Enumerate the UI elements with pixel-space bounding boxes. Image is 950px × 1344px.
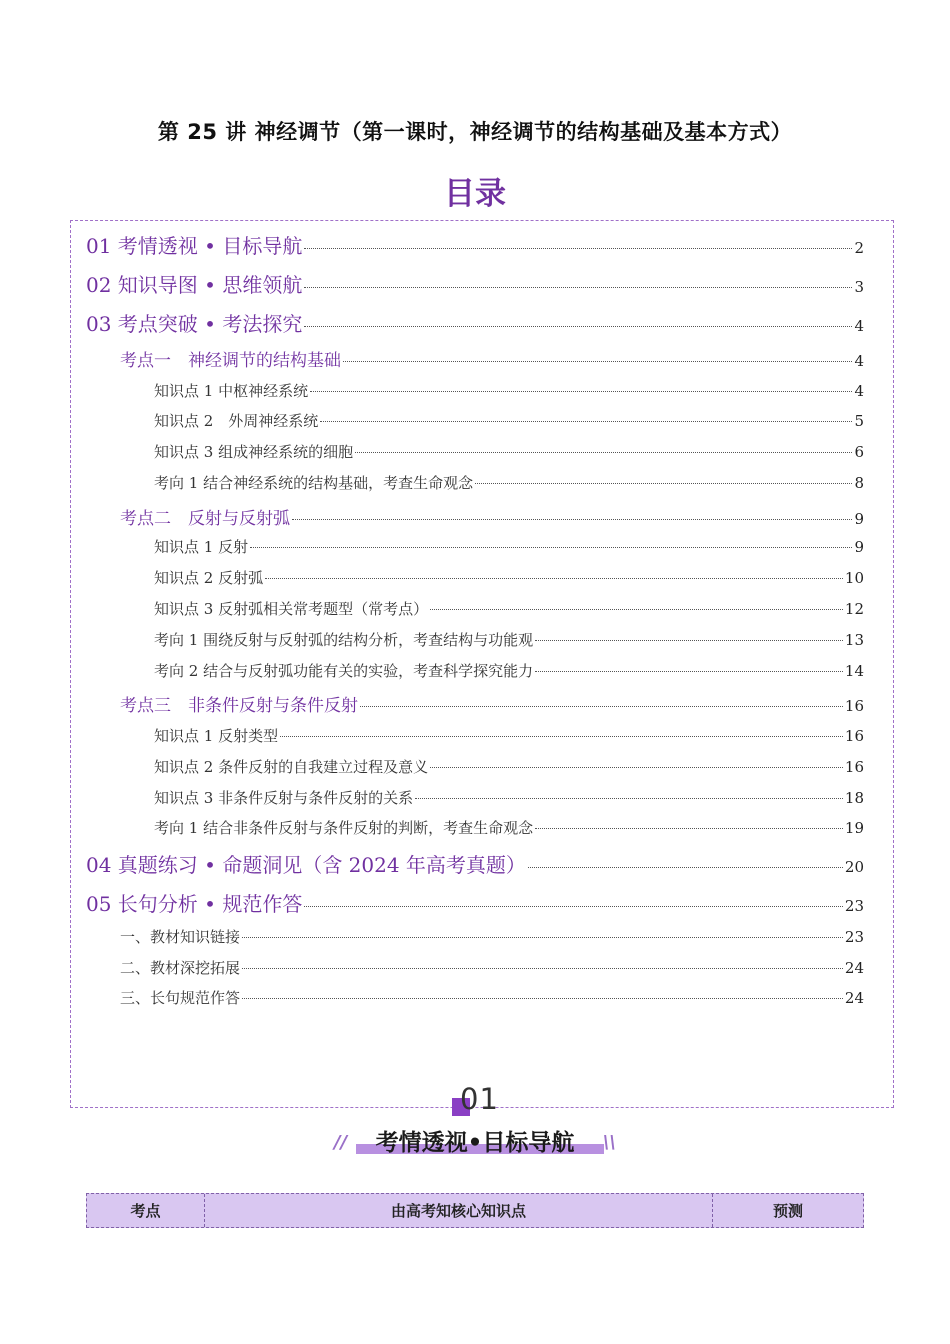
table-header-cell: 考点 — [87, 1194, 205, 1227]
toc-page-number: 4 — [854, 352, 864, 370]
toc-page-number: 4 — [854, 317, 864, 335]
toc-entry-label: 知识点 3 反射弧相关常考题型（常考点） — [154, 600, 429, 618]
toc-entry-label: 考点二 反射与反射弧 — [120, 509, 290, 529]
toc-entry-kaodian-2[interactable] — [120, 504, 864, 529]
toc-entry-label: 考点三 非条件反射与条件反射 — [120, 696, 358, 716]
toc-page-number: 4 — [854, 382, 864, 400]
toc-page-number: 5 — [854, 412, 864, 430]
toc-page-number: 2 — [854, 239, 864, 257]
dot-leader — [430, 767, 843, 768]
toc-page-number: 10 — [844, 569, 864, 587]
dot-leader — [304, 248, 852, 249]
toc-entry-label: 考向 2 结合与反射弧功能有关的实验，考查科学探究能力 — [154, 662, 534, 680]
toc-entry-label: 考向 1 围绕反射与反射弧的结构分析，考查结构与功能观 — [154, 631, 534, 649]
dot-leader — [292, 519, 852, 520]
slash-left-icon: // — [334, 1132, 348, 1153]
toc-page-number: 9 — [854, 510, 864, 528]
dot-leader — [242, 968, 843, 969]
document-title: 第 25 讲 神经调节（第一课时，神经调节的结构基础及基本方式） — [157, 120, 793, 144]
toc-entry-05[interactable] — [86, 888, 864, 917]
slash-right-icon: \\ — [602, 1132, 616, 1153]
toc-page-number: 13 — [844, 631, 864, 649]
toc-page-number: 9 — [854, 538, 864, 556]
section-number-badge — [452, 1082, 512, 1118]
toc-entry-sub[interactable] — [120, 957, 864, 978]
toc-heading: 目录 — [444, 176, 506, 212]
toc-entry-label: 二、教材深挖拓展 — [120, 959, 241, 977]
dot-leader — [242, 937, 843, 938]
toc-entry-04[interactable] — [86, 849, 864, 878]
dot-leader — [280, 736, 843, 737]
dot-leader — [535, 671, 843, 672]
toc-entry-zhishidian[interactable] — [154, 536, 864, 557]
toc-entry-label: 知识点 2 反射弧 — [154, 569, 264, 587]
dot-leader — [250, 547, 852, 548]
table-header-cell: 预测 — [772, 1202, 803, 1220]
dot-leader — [304, 287, 852, 288]
toc-entry-label: 知识点 2 外周神经系统 — [154, 412, 319, 430]
section-title: 考情透视•目标导航 — [375, 1130, 575, 1156]
section-banner — [330, 1122, 620, 1158]
toc-entry-zhishidian[interactable] — [154, 756, 864, 777]
toc-entry-kaoxiang[interactable] — [154, 472, 864, 493]
toc-entry-label: 一、教材知识链接 — [120, 928, 241, 946]
toc-entry-02[interactable] — [86, 269, 864, 298]
toc-page-number: 18 — [844, 789, 864, 807]
toc-page-number: 23 — [844, 897, 864, 915]
toc-entry-sub[interactable] — [120, 926, 864, 947]
dot-leader — [360, 706, 843, 707]
toc-page-number: 24 — [844, 989, 864, 1007]
toc-entry-label: 03 考点突破 • 考法探究 — [86, 312, 303, 336]
dot-leader — [475, 483, 852, 484]
dot-leader — [320, 421, 852, 422]
toc-entry-zhishidian[interactable] — [154, 441, 864, 462]
dot-leader — [415, 798, 843, 799]
toc-entry-label: 考向 1 结合非条件反射与条件反射的判断，考查生命观念 — [154, 819, 534, 837]
toc-page-number: 19 — [844, 819, 864, 837]
dot-leader — [528, 867, 843, 868]
toc-entry-label: 05 长句分析 • 规范作答 — [86, 892, 303, 916]
toc-page-number: 20 — [844, 858, 864, 876]
table-header-cell: 由高考知核心知识点 — [205, 1194, 713, 1227]
toc-entry-label: 知识点 3 组成神经系统的细胞 — [154, 443, 354, 461]
toc-entry-kaoxiang[interactable] — [154, 817, 864, 838]
toc-entry-zhishidian[interactable] — [154, 410, 864, 431]
toc-entry-label: 知识点 2 条件反射的自我建立过程及意义 — [154, 758, 429, 776]
exam-table-header — [86, 1193, 864, 1228]
toc-entry-label: 考点一 神经调节的结构基础 — [120, 351, 341, 371]
toc-page-number: 16 — [844, 727, 864, 745]
dot-leader — [242, 998, 843, 999]
dot-leader — [535, 828, 843, 829]
dot-leader — [310, 391, 852, 392]
toc-page-number: 6 — [854, 443, 864, 461]
toc-entry-sub[interactable] — [120, 987, 864, 1008]
toc-entry-label: 考向 1 结合神经系统的结构基础，考查生命观念 — [154, 474, 474, 492]
toc-entry-label: 知识点 1 反射类型 — [154, 727, 279, 745]
toc-entry-label: 三、长句规范作答 — [120, 989, 241, 1007]
toc-entry-label: 知识点 1 反射 — [154, 538, 249, 556]
toc-entry-zhishidian[interactable] — [154, 380, 864, 401]
toc-page-number: 3 — [854, 278, 864, 296]
toc-entry-kaoxiang[interactable] — [154, 660, 864, 681]
dot-leader — [265, 578, 843, 579]
toc-entry-label: 04 真题练习 • 命题洞见（含 2024 年高考真题） — [86, 853, 526, 877]
toc-entry-01[interactable] — [86, 230, 864, 259]
toc-entry-kaodian-3[interactable] — [120, 691, 864, 716]
toc-entry-label: 01 考情透视 • 目标导航 — [86, 234, 303, 258]
toc-entry-kaodian-1[interactable] — [120, 346, 864, 371]
dot-leader — [355, 452, 852, 453]
toc-page-number: 24 — [844, 959, 864, 977]
dot-leader — [430, 609, 843, 610]
section-number: 01 — [460, 1082, 499, 1116]
toc-entry-label: 02 知识导图 • 思维领航 — [86, 273, 303, 297]
dot-leader — [304, 326, 852, 327]
toc-entry-label: 知识点 1 中枢神经系统 — [154, 382, 309, 400]
toc-page-number: 16 — [844, 758, 864, 776]
toc-page-number: 12 — [844, 600, 864, 618]
toc-entry-03[interactable] — [86, 308, 864, 337]
dot-leader — [535, 640, 843, 641]
dot-leader — [343, 361, 852, 362]
toc-entry-kaoxiang[interactable] — [154, 629, 864, 650]
toc-page-number: 16 — [844, 697, 864, 715]
toc-entry-label: 知识点 3 非条件反射与条件反射的关系 — [154, 789, 414, 807]
toc-entry-zhishidian[interactable] — [154, 787, 864, 808]
toc-page-number: 14 — [844, 662, 864, 680]
dot-leader — [304, 906, 843, 907]
toc-page-number: 23 — [844, 928, 864, 946]
toc-entry-zhishidian[interactable] — [154, 598, 864, 619]
toc-entry-zhishidian[interactable] — [154, 725, 864, 746]
toc-page-number: 8 — [854, 474, 864, 492]
toc-entry-zhishidian[interactable] — [154, 567, 864, 588]
